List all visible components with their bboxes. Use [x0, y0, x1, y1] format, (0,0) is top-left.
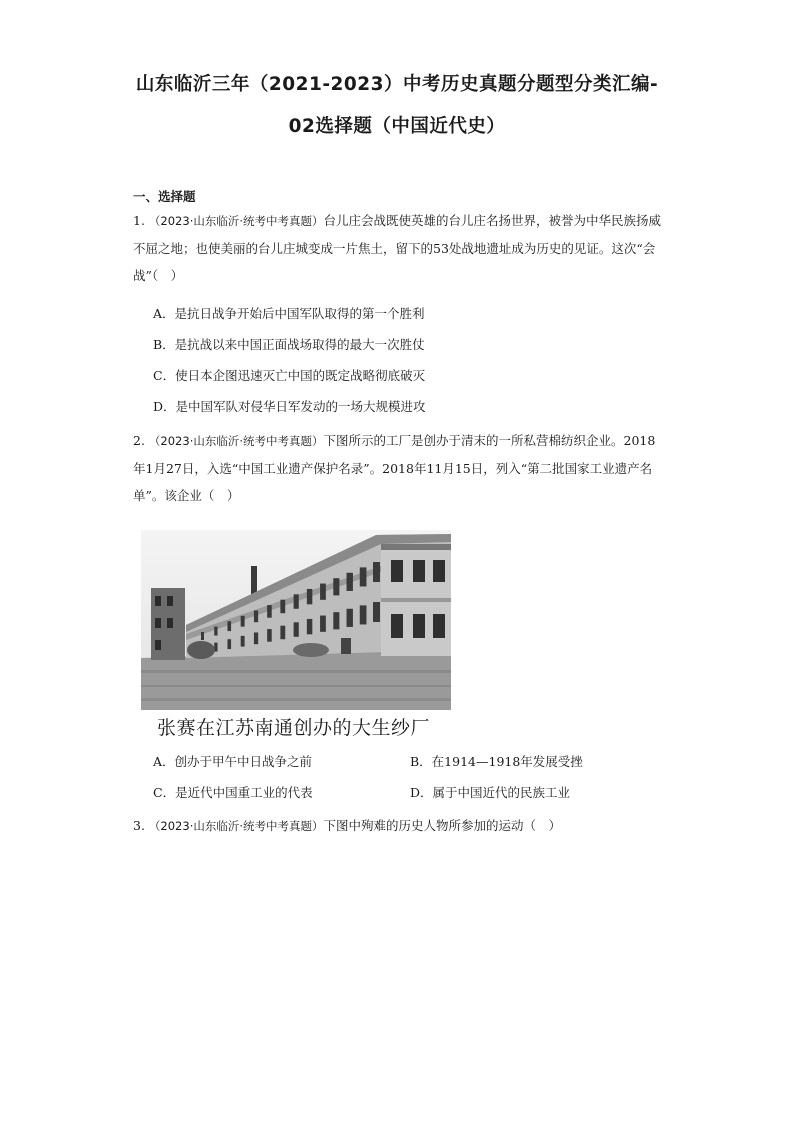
question-1-option-b: B．是抗战以来中国正面战场取得的最大一次胜仗 — [153, 337, 425, 352]
question-3 — [133, 812, 663, 840]
document-title-line-2: 02选择题（中国近代史） — [288, 116, 506, 137]
question-stem: 台儿庄会战既使英雄的台儿庄名扬世界，被誉为中华民族扬威不屈之地；也使美丽的台儿庄城变成一片焦土，留下的53处战地遗址成为历史的见证。这次“会战”（ ） — [133, 213, 662, 283]
document-title-line-1: 山东临沂三年（2021-2023）中考历史真题分题型分类汇编- — [135, 74, 659, 95]
factory-photo — [141, 530, 451, 710]
question-number: 3. — [133, 818, 145, 833]
question-stem: 下图所示的工厂是创办于清末的一所私营棉纺织企业。2018年1月27日，入选“中国工业遗产保护名录”。2018年11月15日，列入“第二批国家工业遗产名单”。该企业（ ） — [133, 433, 656, 503]
section-heading: 一、选择题 — [133, 189, 196, 204]
question-1 — [133, 207, 663, 289]
question-2-option-c: C．是近代中国重工业的代表 — [153, 785, 313, 800]
question-number: 2. — [133, 433, 145, 448]
question-2-option-a: A．创办于甲午中日战争之前 — [153, 754, 313, 769]
figure-caption: 张赛在江苏南通创办的大生纱厂 — [157, 717, 431, 739]
question-source: （2023·山东临沂·统考中考真题） — [148, 434, 324, 448]
question-1-option-a: A．是抗日战争开始后中国军队取得的第一个胜利 — [153, 306, 425, 321]
question-source: （2023·山东临沂·统考中考真题） — [148, 819, 324, 833]
question-number: 1. — [133, 213, 145, 228]
question-2-option-d: D．属于中国近代的民族工业 — [410, 785, 571, 800]
question-1-option-c: C．使日本企图迅速灭亡中国的既定战略彻底破灭 — [153, 368, 426, 383]
question-source: （2023·山东临沂·统考中考真题） — [148, 214, 324, 228]
question-2-option-b: B．在1914—1918年发展受挫 — [410, 754, 583, 769]
question-stem: 下图中殉难的历史人物所参加的运动（ ） — [323, 818, 562, 833]
question-1-option-d: D．是中国军队对侵华日军发动的一场大规模进攻 — [153, 399, 426, 414]
question-2 — [133, 427, 663, 509]
